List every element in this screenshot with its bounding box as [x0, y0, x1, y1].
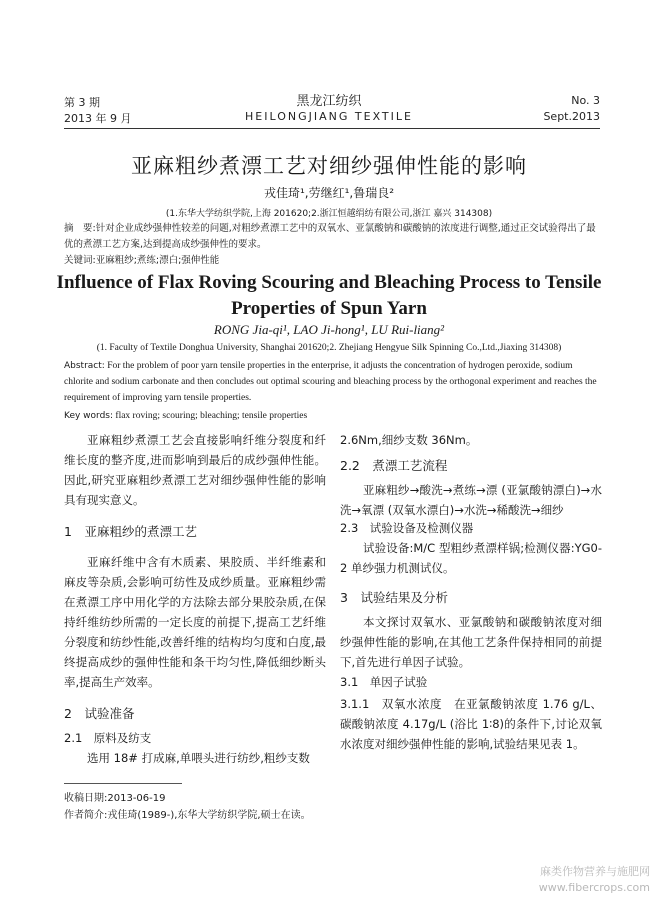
section-2-1-title: 2.1 原料及纺支	[64, 731, 152, 745]
header-rule	[64, 128, 600, 129]
section-2-2-title: 2.2 煮漂工艺流程	[340, 458, 448, 473]
keywords-en-label: Key words:	[64, 411, 114, 421]
keywords-cn-label: 关键词:	[64, 255, 96, 266]
section-3-body: 本文探讨双氧水、亚氯酸钠和碳酸钠浓度对细纱强伸性能的影响,在其他工艺条件保持相同的前提下,首先进行单因子试验。	[340, 615, 602, 669]
paper-title-en-line1: Influence of Flax Roving Scouring and Bleaching Process to Tensile	[56, 272, 602, 293]
paper-title-en-line2: Properties of Spun Yarn	[231, 298, 427, 319]
intro-paragraph: 亚麻粗纱煮漂工艺会直接影响纤维分裂度和纤维长度的整齐度,进而影响到最后的成纱强伸性能。因此,研究亚麻粗纱煮漂工艺对细纱强伸性能的影响具有现实意义。	[64, 433, 326, 507]
keywords-en	[64, 408, 600, 424]
section-2-1-body: 选用 18# 打成麻,单喂头进行纺纱,粗纱支数	[87, 751, 310, 765]
section-1-body: 亚麻纤维中含有木质素、果胶质、半纤维素和麻皮等杂质,会影响可纺性及成纱质量。亚麻粗纱需在煮漂工序中用化学的方法除去部分果胶杂质,在保持纤维纺纱所需的一定长度的前提下,提高工艺纤维分裂度和纺纱性能,改善纤维的结构均匀度和白度,最终提高成纱的强伸性能和条干均匀性,降低细纱断头率,提高生产效率。	[64, 555, 326, 689]
section-2-3-body: 试验设备:M/C 型粗纱煮漂样锅;检测仪器:YG0-2 单纱强力机测试仪。	[340, 541, 602, 575]
issue-number: No. 3	[571, 94, 600, 107]
section-1-title: 1 亚麻粗纱的煮漂工艺	[64, 524, 197, 539]
section-2-2-body: 亚麻粗纱→酸洗→煮练→漂 (亚氯酸钠漂白)→水洗→氧漂 (双氧水漂白)→水洗→稀酸洗→细纱	[340, 483, 602, 517]
watermark-line-2: www.fibercrops.com	[538, 881, 650, 894]
issue-label: 第 3 期	[64, 96, 100, 109]
section-3-title: 3 试验结果及分析	[340, 590, 448, 605]
right-column	[340, 430, 602, 754]
journal-title-cn: 黑龙江纺织	[296, 94, 362, 109]
keywords-en-text: flax roving; scouring; bleaching; tensile properties	[115, 411, 308, 421]
watermark-line-1: 麻类作物营养与施肥网	[540, 865, 650, 878]
section-2-1-continued: 2.6Nm,细纱支数 36Nm。	[340, 433, 478, 447]
received-date: 收稿日期:2013-06-19	[64, 793, 166, 804]
abstract-en-text: For the problem of poor yarn tensile properties in the enterprise, it adjusts the concentration of hydrogen peroxide, sodium chlorite and sodium carbonate and then concludes out optimal scouring and bleaching process by the orthogonal experiment and reaches the requirement of improving yarn tensile properties.	[64, 361, 597, 403]
issue-date: 2013 年 9 月	[64, 112, 132, 125]
abstract-cn	[64, 221, 600, 253]
journal-title-en: HEILONGJIANG TEXTILE	[245, 110, 413, 123]
left-column	[64, 430, 326, 768]
abstract-cn-label: 摘 要:	[64, 223, 96, 234]
keywords-cn-text: 亚麻粗纱;煮练;漂白;强伸性能	[95, 255, 220, 266]
issue-date-en: Sept.2013	[543, 110, 600, 123]
paper-title-cn: 亚麻粗纱煮漂工艺对细纱强伸性能的影响	[131, 154, 527, 178]
section-2-title: 2 试验准备	[64, 706, 135, 721]
abstract-en-label: Abstract:	[64, 361, 105, 371]
affiliation-cn: (1.东华大学纺织学院,上海 201620;2.浙江恒越绢纺有限公司,浙江 嘉兴 314308)	[165, 209, 493, 219]
section-2-3-title: 2.3 试验设备及检测仪器	[340, 521, 474, 535]
footnote-rule	[64, 783, 182, 784]
author-bio: 作者简介:戎佳琦(1989-),东华大学纺织学院,硕士在读。	[64, 810, 311, 821]
site-watermark	[539, 864, 650, 896]
authors-en: RONG Jia-qi¹, LAO Ji-hong¹, LU Rui-liang²	[213, 322, 445, 337]
abstract-en	[64, 358, 600, 406]
affiliation-en: (1. Faculty of Textile Donghua University, Shanghai 201620;2. Zhejiang Hengyue Silk Spinning Co.,Ltd.,Jiaxing 314308)	[96, 343, 562, 353]
keywords-cn	[64, 253, 600, 269]
section-3-1-title: 3.1 单因子试验	[340, 675, 428, 689]
authors-cn: 戎佳琦¹,劳继红¹,鲁瑞良²	[263, 186, 395, 200]
section-3-1-1-body: 3.1.1 双氧水浓度 在亚氯酸钠浓度 1.76 g/L、碳酸钠浓度 4.17g/L (浴比 1∶8)的条件下,讨论双氧水浓度对细纱强伸性能的影响,试验结果见表 1。	[340, 697, 602, 751]
abstract-cn-text: 针对企业成纱强伸性较差的问题,对粗纱煮漂工艺中的双氧水、亚氯酸钠和碳酸钠的浓度进行调整,通过正交试验得出了最优的煮漂工艺方案,达到提高成纱强伸性的要求。	[64, 223, 596, 250]
